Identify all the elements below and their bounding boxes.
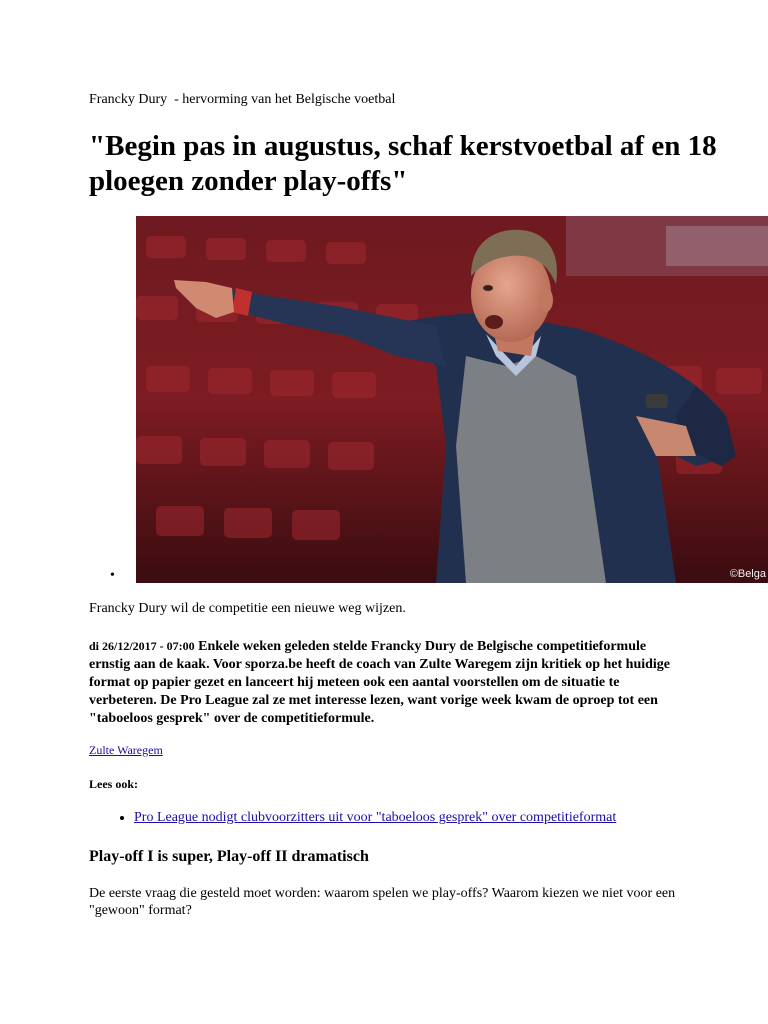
list-bullet: • bbox=[110, 568, 115, 583]
article-kicker: Francky Dury - hervorming van het Belgische voetbal bbox=[89, 92, 396, 107]
body-paragraph: De eerste vraag die gesteld moet worden: waarom spelen we play-offs? Waarom kiezen we niet voor een "gewoon" format? bbox=[89, 886, 676, 918]
article-photo bbox=[136, 216, 768, 583]
lees-ook-label: Lees ook: bbox=[89, 777, 138, 791]
article-lead-text: Enkele weken geleden stelde Francky Dury de Belgische competitieformule ernstig aan de kaak. Voor sporza.be heeft de coach van Zulte Waregem zijn kritiek op het huidige format op papier gezet en lanceert hij meteen ook een aantal voorstellen om de situatie te verbeteren. De Pro League zal ze met interesse lezen, want vorige week kwam de oproep tot een "taboeloos gesprek" over de competitieformule. bbox=[89, 639, 671, 726]
photo-caption: Francky Dury wil de competitie een nieuwe weg wijzen. bbox=[89, 601, 406, 616]
article-date: di 26/12/2017 - 07:00 bbox=[89, 639, 195, 653]
list-item bbox=[134, 810, 616, 826]
article-lead bbox=[89, 637, 679, 728]
photo-credit: ©Belga bbox=[729, 568, 766, 580]
related-article-link[interactable]: Pro League nodigt clubvoorzitters uit voor "taboeloos gesprek" over competitieformat bbox=[134, 810, 617, 825]
article-headline: "Begin pas in augustus, schaf kerstvoetbal af en 18 ploegen zonder play-offs" bbox=[89, 130, 717, 197]
related-articles-list bbox=[89, 810, 616, 826]
tag-link-zulte-waregem[interactable]: Zulte Waregem bbox=[89, 743, 163, 757]
section-subhead: Play-off I is super, Play-off II dramatisch bbox=[89, 848, 369, 865]
